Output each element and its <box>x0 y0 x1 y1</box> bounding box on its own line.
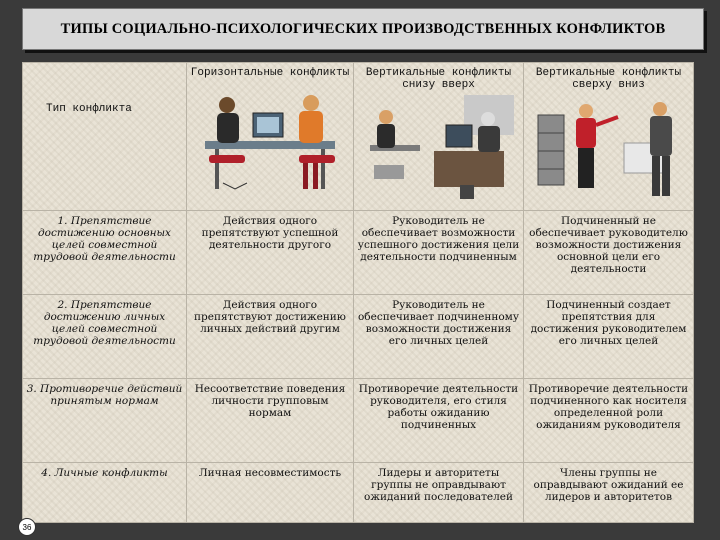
boss-body <box>650 116 672 156</box>
monitor-icon <box>446 125 472 147</box>
conflict-types-table <box>22 62 694 523</box>
corner-cell <box>23 63 187 211</box>
monitor-screen <box>257 117 279 133</box>
table-row <box>23 295 694 379</box>
woman-right-leg <box>303 163 308 189</box>
table-row <box>23 463 694 523</box>
column-header-label: Вертикальные конфликты снизу вверх <box>365 67 512 91</box>
woman-arm <box>596 117 618 125</box>
page-number: 36 <box>18 518 36 536</box>
table-row <box>23 379 694 463</box>
chair-base <box>223 183 247 189</box>
chair-right <box>299 155 335 163</box>
table-cell: Действия одного препятствуют достижению личных действий другим <box>187 295 354 379</box>
table-cell: Несоответствие поведения личности групповым нормам <box>187 379 354 463</box>
header-row <box>23 63 694 211</box>
row-type: 4. Личные конфликты <box>23 463 187 523</box>
column-header-top-down <box>524 63 694 211</box>
table-row <box>23 211 694 295</box>
desk-right <box>434 151 504 187</box>
woman-right-head <box>303 95 319 111</box>
boss-head <box>481 112 495 126</box>
type-column-header: Тип конфликта <box>46 103 132 115</box>
boss-leg <box>652 156 660 196</box>
trash-box <box>374 165 404 179</box>
boss-body <box>478 126 500 152</box>
table-cell: Руководитель не обеспечивает подчиненному возможности достижения его личных целей <box>354 295 524 379</box>
table-cell: Руководитель не обеспечивает возможности успешного достижения цели деятельности подчиненным <box>354 211 524 295</box>
boss-scolding-employee-illustration <box>534 95 684 205</box>
table-cell: Подчиненный создает препятствия для достижения руководителем его личных целей <box>524 295 694 379</box>
woman-left-head <box>219 97 235 113</box>
column-header-horizontal <box>187 63 354 211</box>
woman-right-body <box>299 111 323 143</box>
table-cell: Члены группы не оправдывают ожиданий ее лидеров и авторитетов <box>524 463 694 523</box>
table-cell: Личная несовместимость <box>187 463 354 523</box>
slide-title: ТИПЫ СОЦИАЛЬНО-ПСИХОЛОГИЧЕСКИХ ПРОИЗВОДСТВЕННЫХ КОНФЛИКТОВ <box>22 8 704 50</box>
filing-cabinet <box>538 115 564 185</box>
table-cell: Противоречие деятельности руководителя, его стиля работы ожиданию подчиненных <box>354 379 524 463</box>
table-cell: Подчиненный не обеспечивает руководителю возможности достижения основной цели его деятельности <box>524 211 694 295</box>
column-header-label: Вертикальные конфликты сверху вниз <box>535 67 682 91</box>
employee-head <box>379 110 393 124</box>
column-header-bottom-up <box>354 63 524 211</box>
wastebasket <box>460 185 474 199</box>
employee-body <box>377 124 395 148</box>
table-cell: Противоречие деятельности подчиненного как носителя определенной роли ожиданиям руководителя <box>524 379 694 463</box>
table-cell: Действия одного препятствуют успешной деятельности другого <box>187 211 354 295</box>
column-header-label: Горизонтальные конфликты <box>190 67 350 79</box>
employee-and-boss-at-desks-illustration <box>364 95 514 205</box>
row-type: 1. Препятствие достижению основных целей совместной трудовой деятельности <box>23 211 187 295</box>
boss-leg <box>662 156 670 196</box>
woman-head <box>579 104 593 118</box>
boss-head <box>653 102 667 116</box>
two-women-at-desk-illustration <box>195 83 345 193</box>
woman-body <box>576 118 596 148</box>
row-type: 3. Противоречие действий принятым нормам <box>23 379 187 463</box>
row-type: 2. Препятствие достижению личных целей совместной трудовой деятельности <box>23 295 187 379</box>
woman-left-body <box>217 113 239 143</box>
chair-left <box>209 155 245 163</box>
woman-skirt <box>578 148 594 188</box>
table-cell: Лидеры и авторитеты группы не оправдывают ожиданий последователей <box>354 463 524 523</box>
woman-right-leg <box>313 163 318 189</box>
